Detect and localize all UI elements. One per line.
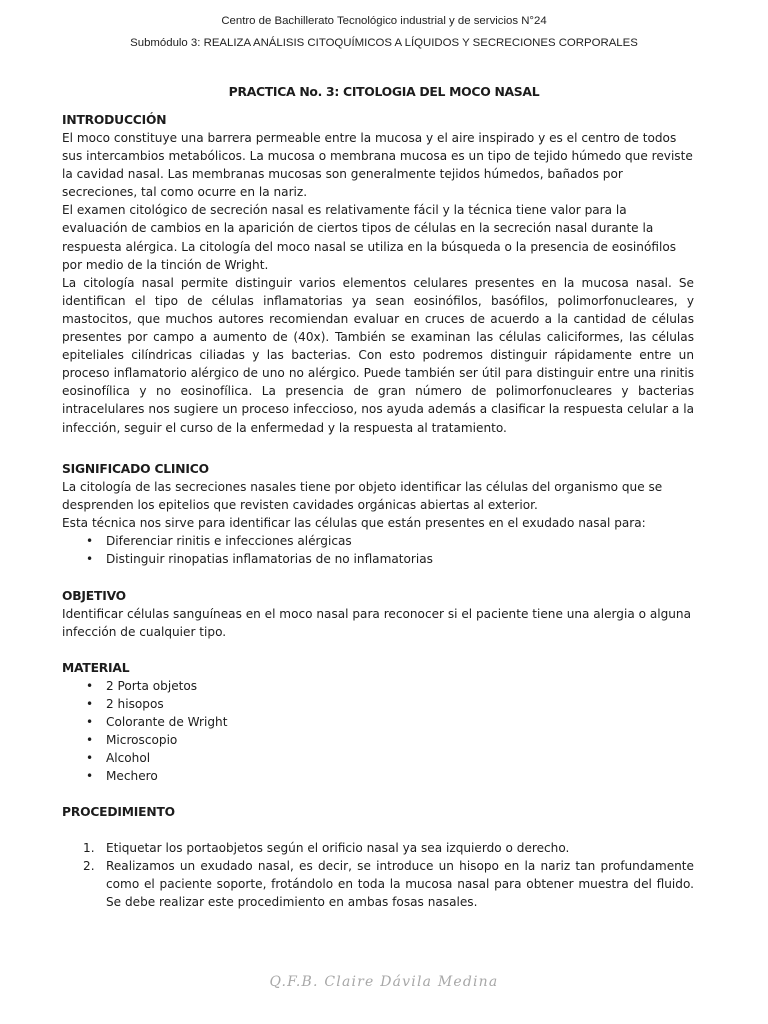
significado-heading: SIGNIFICADO CLINICO <box>62 462 209 476</box>
introduccion-paragraph-1: El moco constituye una barrera permeable entre la mucosa y el aire inspirado y es el centro de todos sus intercambios metabólicos. La mucosa o membrana mucosa es un tipo de tejido húmedo que reviste la cavidad nasal. Las membranas mucosas son generalmente tejidos húmedos, bañados por secreciones, tal como ocurre en la nariz. <box>62 131 693 200</box>
significado-list <box>62 532 694 568</box>
section-introduccion <box>62 111 694 437</box>
section-material <box>62 659 694 786</box>
procedimiento-step <box>62 857 694 911</box>
material-heading: MATERIAL <box>62 661 130 675</box>
significado-paragraph-1: La citología de las secreciones nasales tiene por objeto identificar las células del organismo que se desprenden los epitelios que revisten cavidades orgánicas abiertas al exterior. <box>62 480 663 513</box>
objetivo-heading: OBJETIVO <box>62 589 126 603</box>
objetivo-paragraph: Identificar células sanguíneas en el moco nasal para reconocer si el paciente tiene una alergia o alguna infección de cualquier tipo. <box>62 607 692 640</box>
header-institution: Centro de Bachillerato Tecnológico industrial y de servicios N°24 <box>221 15 547 27</box>
list-item: • 2 hisopos <box>62 695 694 713</box>
list-item: • 2 Porta objetos <box>62 677 694 695</box>
significado-paragraph-2: Esta técnica nos sirve para identificar las células que están presentes en el exudado nasal para: <box>62 516 646 531</box>
step-text: Realizamos un exudado nasal, es decir, se introduce un hisopo en la nariz tan profundamente como el paciente soporte, frotándolo en toda la mucosa nasal para obtener muestra del fluido. Se debe realizar este procedimiento en ambas fosas nasales. <box>106 859 694 910</box>
procedimiento-heading: PROCEDIMIENTO <box>62 805 175 819</box>
list-item: • Microscopio <box>62 731 694 749</box>
step-number: 1. <box>83 841 95 855</box>
procedimiento-steps <box>62 839 694 911</box>
introduccion-paragraph-2: El examen citológico de secreción nasal es relativamente fácil y la técnica tiene valor para la evaluación de cambios en la aparición de ciertos tipos de células en la secreción nasal durante la respuesta alérgica. La citología del moco nasal se utiliza en la búsqueda o la presencia de eosinófilos por medio de la tinción de Wright. <box>62 203 677 272</box>
signature-footer: Q.F.B. Claire Dávila Medina <box>269 974 499 990</box>
section-objetivo <box>62 587 694 641</box>
header-submodule: Submódulo 3: REALIZA ANÁLISIS CITOQUÍMICOS A LÍQUIDOS Y SECRECIONES CORPORALES <box>130 37 638 49</box>
list-item: • Colorante de Wright <box>62 713 694 731</box>
introduccion-heading: INTRODUCCIÓN <box>62 113 167 127</box>
section-procedimiento <box>62 803 694 911</box>
list-item: • Alcohol <box>62 749 694 767</box>
page-title: PRACTICA No. 3: CITOLOGIA DEL MOCO NASAL <box>228 84 540 99</box>
section-significado-clinico <box>62 460 694 568</box>
step-text: Etiquetar los portaobjetos según el orificio nasal ya sea izquierdo o derecho. <box>106 841 570 855</box>
introduccion-paragraph-3: La citología nasal permite distinguir varios elementos celulares presentes en la mucosa nasal. Se identifican el tipo de células inflamatorias ya sean eosinófilos, basófilos, polimorfonucleares, y mastocitos, que muchos autores recomiendan evaluar en cruces de acuerdo a la cantidad de células presentes por campo a aumento de (40x). También se examinan las células caliciformes, las células epiteliales cilíndricas ciliadas y las bacterias. Con esto podremos distinguir rápidamente entre un proceso inflamatorio alérgico de uno no alérgico. Puede también ser útil para distinguir entre una rinitis eosinofílica y no eosinofílica. La presencia de gran número de polimorfonucleares y bacterias intracelulares nos sugiere un proceso infeccioso, nos ayuda además a clasificar la respuesta celular a la infección, seguir el curso de la enfermedad y la respuesta al tratamiento. <box>62 275 694 435</box>
material-list <box>62 677 694 786</box>
step-number: 2. <box>83 859 95 874</box>
procedimiento-step <box>62 839 694 857</box>
list-item: • Mechero <box>62 767 694 785</box>
list-item: • Distinguir rinopatias inflamatorias de no inflamatorias <box>62 550 694 568</box>
list-item: • Diferenciar rinitis e infecciones alérgicas <box>62 532 694 550</box>
